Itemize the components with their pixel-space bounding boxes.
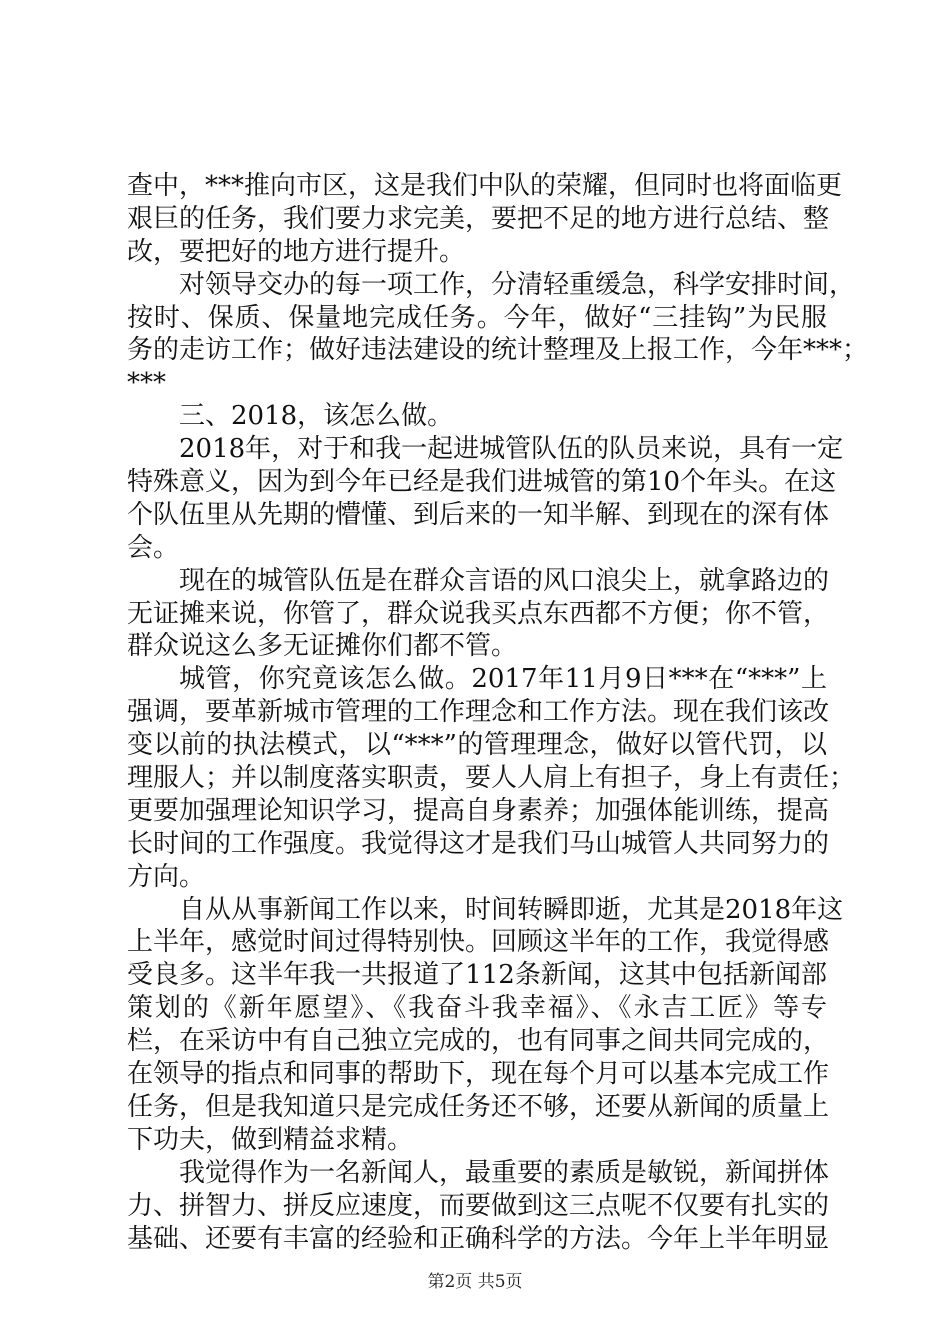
text-line: 栏，在采访中有自己独立完成的，也有同事之间共同完成的， bbox=[127, 1026, 830, 1057]
text-line: 三、2018，该怎么做。 bbox=[179, 401, 454, 432]
text-line: 变以前的执法模式，以“***”的管理理念，做好以管代罚，以 bbox=[127, 730, 827, 761]
text-line: 任务，但是我知道只是完成任务还不够，还要从新闻的质量上 bbox=[127, 1091, 830, 1122]
text-line: 按时、保质、保量地完成任务。今年，做好“三挂钩”为民服 bbox=[127, 302, 827, 333]
text-line: 基础、还要有丰富的经验和正确科学的方法。今年上半年明显 bbox=[127, 1223, 830, 1254]
text-line: 对领导交办的每一项工作，分清轻重缓急，科学安排时间， bbox=[179, 269, 856, 300]
text-line: 方向。 bbox=[127, 861, 206, 892]
text-line: *** bbox=[127, 368, 166, 399]
text-line: 我觉得作为一名新闻人，最重要的素质是敏锐，新闻拼体 bbox=[179, 1157, 830, 1188]
text-line: 务的走访工作；做好违法建设的统计整理及上报工作，今年***； bbox=[127, 335, 869, 366]
text-line: 自从从事新闻工作以来，时间转瞬即逝，尤其是2018年这 bbox=[179, 894, 844, 925]
text-line: 现在的城管队伍是在群众言语的风口浪尖上，就拿路边的 bbox=[179, 565, 830, 596]
text-line: 改，要把好的地方进行提升。 bbox=[127, 236, 466, 267]
text-line: 城管，你究竟该怎么做。2017年11月9日***在“***”上 bbox=[179, 664, 827, 695]
text-line: 上半年，感觉时间过得特别快。回顾这半年的工作，我觉得感 bbox=[127, 927, 830, 958]
text-line: 无证摊来说，你管了，群众说我买点东西都不方便；你不管， bbox=[127, 598, 830, 629]
text-line: 受良多。这半年我一共报道了112条新闻，这其中包括新闻部 bbox=[127, 960, 827, 991]
text-line: 群众说这么多无证摊你们都不管。 bbox=[127, 631, 518, 662]
text-line: 特殊意义，因为到今年已经是我们进城管的第10个年头。在这 bbox=[127, 467, 837, 498]
text-line: 长时间的工作强度。我觉得这才是我们马山城管人共同努力的 bbox=[127, 828, 830, 859]
text-line: 理服人；并以制度落实职责，要人人肩上有担子，身上有责任； bbox=[127, 763, 856, 794]
page-footer: 第2页 共5页 bbox=[427, 1272, 523, 1292]
text-line: 2018年，对于和我一起进城管队伍的队员来说，具有一定 bbox=[179, 434, 844, 465]
text-line: 查中，***推向市区，这是我们中队的荣耀，但同时也将面临更 bbox=[127, 171, 843, 201]
text-line: 力、拼智力、拼反应速度，而要做到这三点呢不仅要有扎实的 bbox=[127, 1190, 830, 1221]
text-line: 强调，要革新城市管理的工作理念和工作方法。现在我们该改 bbox=[127, 697, 830, 728]
body-text bbox=[127, 170, 869, 1255]
text-line: 个队伍里从先期的懵懂、到后来的一知半解、到现在的深有体 bbox=[127, 499, 830, 530]
text-line: 艰巨的任务，我们要力求完美，要把不足的地方进行总结、整 bbox=[127, 203, 830, 234]
text-line: 策划的《新年愿望》、《我奋斗我幸福》、《永吉工匠》等专 bbox=[127, 993, 827, 1024]
text-line: 下功夫，做到精益求精。 bbox=[127, 1124, 414, 1155]
text-line: 在领导的指点和同事的帮助下，现在每个月可以基本完成工作 bbox=[127, 1059, 830, 1090]
text-line: 更要加强理论知识学习，提高自身素养；加强体能训练，提高 bbox=[127, 795, 830, 826]
text-line: 会。 bbox=[127, 532, 180, 563]
